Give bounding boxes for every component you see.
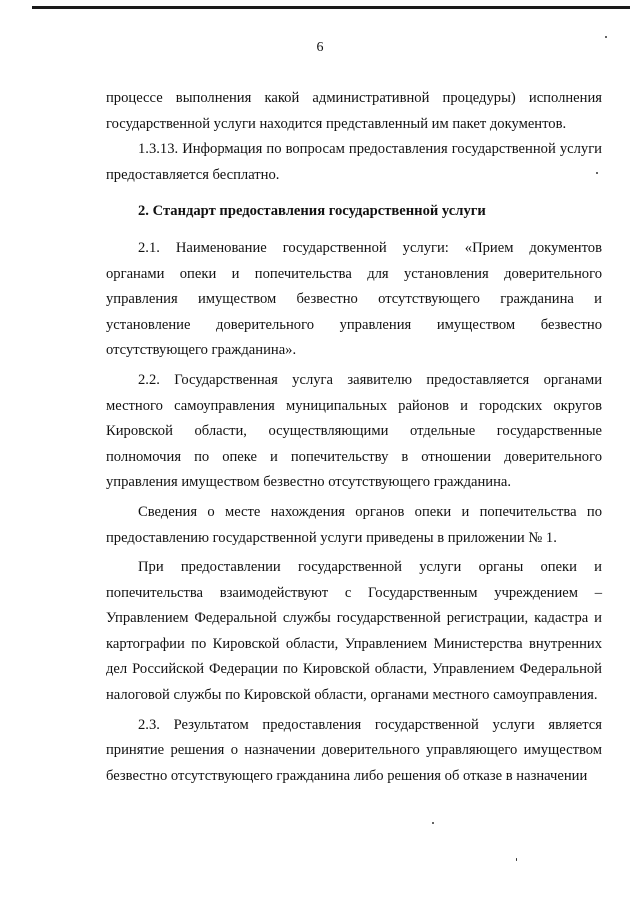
document-body [106,86,602,789]
page-number: 6 [316,40,324,55]
paragraph-2-1: 2.1. Наименование государственной услуги: «Прием документов органами опеки и попечительства для установления доверительного управления имуществом безвестно отсутствующего гражданина и установление доверительного управления имуществом безвестно отсутствующего гражданина». [106,239,602,359]
scan-speck [596,172,598,174]
scan-top-border [0,0,640,14]
paragraph-1-3-13: 1.3.13. Информация по вопросам предоставления государственной услуги предоставляется бесплатно. [106,141,602,183]
paragraph-2-3: 2.3. Результатом предоставления государственной услуги является принятие решения о назначении доверительного управляющего имуществом безвестно отсутствующего гражданина либо решения об отказе в назначении [106,716,602,784]
paragraph-interaction: При предоставлении государственной услуги органы опеки и попечительства взаимодействуют с Государственным учреждением – Управлением Федеральной службы государственной регистрации, кадастра и картографии по Кировской области, Управлением Министерства внутренних дел Российской Федерации по Кировской области, Управлением Федеральной налоговой службы по Кировской области, органами местного самоуправления. [106,559,602,704]
scan-speck [432,822,434,824]
scan-speck [516,858,517,861]
scan-speck [605,36,607,38]
section-heading: 2. Стандарт предоставления государственной услуги [138,203,486,220]
paragraph-continuation: процессе выполнения какой административной процедуры) исполнения государственной услуги находится представленный им пакет документов. [106,90,602,132]
paragraph-2-2: 2.2. Государственная услуга заявителю предоставляется органами местного самоуправления муниципальных районов и городских округов Кировской области, осуществляющими отдельные государственные полномочия по опеке и попечительству в отношении доверительного управления имуществом безвестно отсутствующего гражданина. [106,371,602,491]
paragraph-location-info: Сведения о месте нахождения органов опеки и попечительства по предоставлению государственной услуги приведены в приложении № 1. [106,503,602,546]
